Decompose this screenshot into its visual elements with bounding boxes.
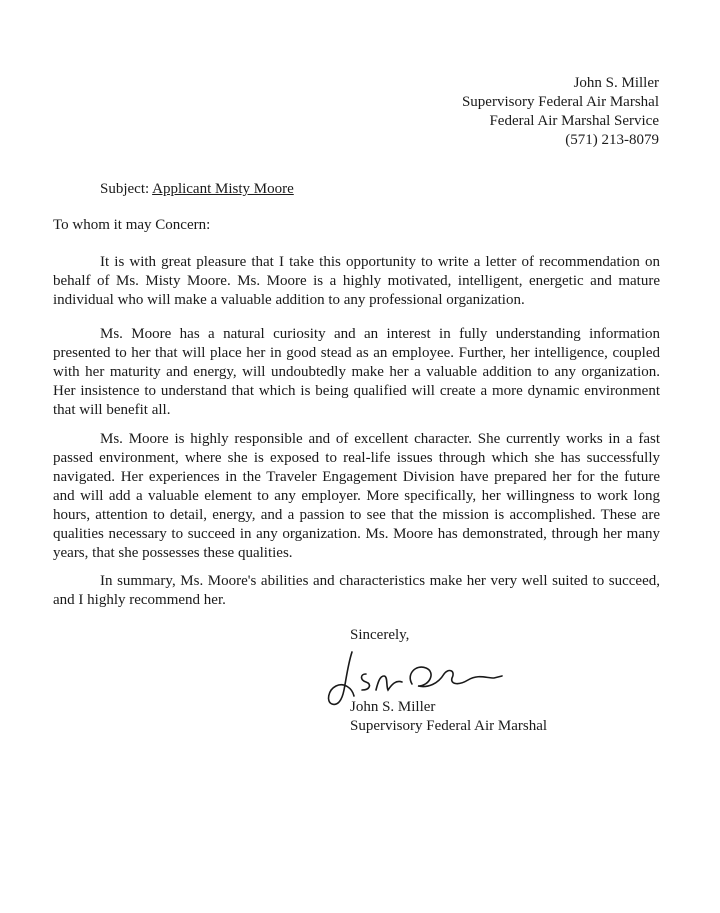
sender-block <box>462 74 659 150</box>
sender-name: John S. Miller <box>573 75 659 91</box>
signer-name: John S. Miller <box>350 699 436 715</box>
body-paragraph-2 <box>53 325 660 420</box>
sender-organization: Federal Air Marshal Service <box>489 113 659 129</box>
body-paragraph-1 <box>53 253 660 310</box>
paragraph-text: Ms. Moore has a natural curiosity and an interest in fully understanding information presented to her that will place her in good stead as an employee. Further, her intelligence, coupled with her maturity and energy, will undoubtedly make her a valuable addition to any organization. Her insistence to understand that which is being qualified will create a more dynamic environment that will benefit all. <box>53 326 660 418</box>
sender-phone: (571) 213-8079 <box>565 132 659 148</box>
paragraph-text: It is with great pleasure that I take this opportunity to write a letter of recommendation on behalf of Ms. Misty Moore. Ms. Moore is a highly motivated, intelligent, energetic and mature individual who will make a valuable addition to any professional organization. <box>53 254 660 308</box>
closing: Sincerely, <box>350 627 410 643</box>
signer-block <box>350 698 547 736</box>
salutation: To whom it may Concern: <box>53 217 211 233</box>
body-paragraph-3 <box>53 430 660 563</box>
sender-title: Supervisory Federal Air Marshal <box>461 94 659 110</box>
subject-label: Subject: <box>100 181 150 197</box>
subject-value: Applicant Misty Moore <box>152 181 294 197</box>
body-paragraph-4 <box>53 572 660 610</box>
paragraph-text: Ms. Moore is highly responsible and of excellent character. She currently works in a fast passed environment, where she is exposed to real-life issues through which she has successfully navigated. Her experiences in the Traveler Engagement Division have prepared her for the future and will add a valuable element to any employer. More specifically, her willingness to work long hours, attention to detail, energy, and a passion to see that the mission is accomplished. These are qualities necessary to succeed in any organization. Ms. Moore has demonstrated, through her many years, that she possesses these qualities. <box>53 431 660 561</box>
subject-line <box>100 180 294 199</box>
paragraph-text: In summary, Ms. Moore's abilities and characteristics make her very well suited to succeed, and I highly recommend her. <box>53 573 660 608</box>
signer-title: Supervisory Federal Air Marshal <box>350 718 548 734</box>
